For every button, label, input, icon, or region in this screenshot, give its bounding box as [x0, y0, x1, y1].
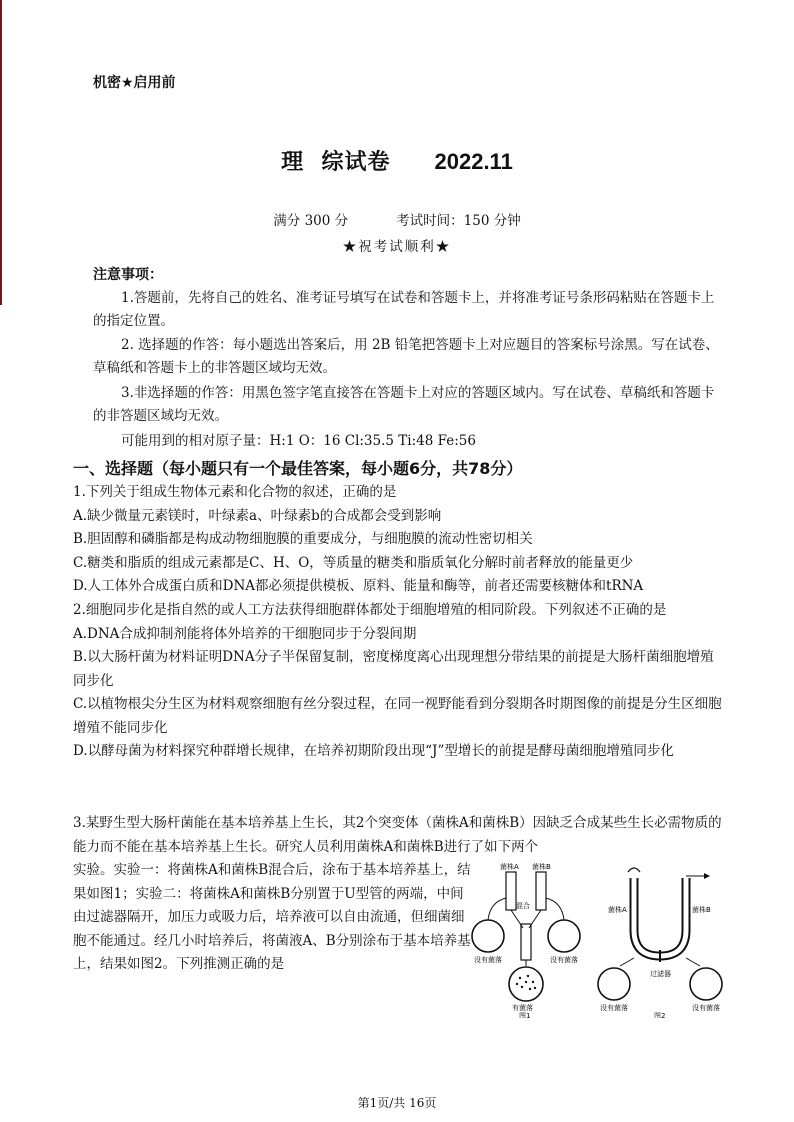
fig1-strain-b: 菌株B	[532, 863, 551, 871]
exam-time: 考试时间：150 分钟	[396, 213, 521, 229]
fig2-no-colony-left: 没有菌落	[600, 1004, 628, 1012]
u-tube	[634, 878, 686, 956]
arrow-icon	[704, 873, 710, 879]
question-1	[73, 481, 723, 599]
figure-2	[598, 868, 722, 1018]
notice-item-2: 2. 选择题的作答：每小题选出答案后，用 2B 铅笔把答题卡上对应题目的答案标号涂黑。写在试卷、草稿纸和答题卡上的非答题区域均无效。	[93, 337, 719, 376]
fig1-has-colony: 有菌落	[512, 1004, 533, 1012]
q2-option-a: A.DNA合成抑制剂能将体外培养的干细胞同步于分裂间期	[73, 625, 417, 642]
q2-option-b: B.以大肠杆菌为材料证明DNA分子半保留复制，密度梯度离心出现理想分带结果的前提是大肠杆菌细胞增殖同步化	[73, 649, 714, 689]
fig1-no-colony-right: 没有菌落	[550, 956, 578, 964]
dish-b	[548, 920, 580, 952]
fig1-strain-a: 菌株A	[500, 863, 519, 871]
fig1-caption: 图1	[519, 1012, 531, 1018]
q2-option-c: C.以植物根尖分生区为材料观察细胞有丝分裂过程，在同一视野能看到分裂期各时期图像的前提是分生区细胞增殖不能同步化	[73, 696, 722, 736]
title-text: 理 综试卷	[281, 149, 391, 175]
fig2-caption: 图2	[654, 1012, 666, 1018]
q2-option-d: D.以酵母菌为材料探究种群增长规律，在培养初期阶段出现“J”型增长的前提是酵母菌细胞增殖同步化	[73, 743, 674, 759]
atomic-mass-line: 可能用到的相对原子量：H:1 O：16 Cl:35.5 Ti:48 Fe:56	[121, 433, 476, 449]
notice-item-1: 1.答题前，先将自己的姓名、准考证号填写在试卷和答题卡上，并将准考证号条形码粘贴在答题卡上的指定位置。	[93, 290, 715, 329]
q1-option-d: D.人工体外合成蛋白质和DNA都必须提供模板、原料、能量和酶等，前者还需要核糖体和tRNA	[73, 578, 644, 594]
full-score: 满分 300 分	[273, 213, 349, 229]
notice-heading: 注意事项：	[93, 267, 163, 283]
exam-meta	[0, 209, 794, 229]
section-heading: 一、选择题（每小题只有一个最佳答案，每小题6分，共78分）	[73, 459, 523, 478]
q1-option-c: C.糖类和脂质的组成元素都是C、H、O，等质量的糖类和脂质氧化分解时前者释放的能量更少	[73, 554, 634, 571]
secret-label: 机密★启用前	[93, 75, 176, 91]
q3-stem-wrap: 实验。实验一：将菌株A和菌株B混合后，涂布于基本培养基上，结果如图1；实验二：将菌株A和菌株B分别置于U型管的两端，中间由过滤器隔开，加压力或吸力后，培养液可以自由流通，但细菌细胞不能通过。经几小时培养后，将菌液A、B分别涂布于基本培养基上，结果如图2。下列推测正确的是	[73, 862, 471, 972]
q1-option-a: A.缺少微量元素镁时，叶绿素a、叶绿素b的合成都会受到影响	[73, 507, 442, 524]
page-footer: 第1页/共 16页	[357, 1096, 437, 1110]
tube-cap-left	[628, 868, 640, 872]
fig2-strain-b: 菌株B	[692, 906, 711, 914]
fig1-no-colony-left: 没有菌落	[474, 956, 502, 964]
fig2-filter: 过滤器	[650, 970, 671, 978]
experiment-figures	[470, 858, 730, 1018]
fig2-strain-a: 菌株A	[608, 906, 627, 914]
q1-stem: 1.下列关于组成生物体元素和化合物的叙述，正确的是	[73, 484, 397, 500]
tube-a	[506, 872, 516, 910]
dish-mix	[509, 967, 543, 1001]
dish-2b	[690, 968, 722, 1000]
fig2-no-colony-right: 没有菌落	[692, 1004, 720, 1012]
notice-item-3: 3.非选择题的作答：用黑色签字笔直接答在答题卡上对应的答题区域内。写在试卷、草稿纸和答题卡的非答题区域均无效。	[93, 385, 715, 424]
page-title	[0, 145, 794, 176]
figure-1	[472, 862, 580, 1018]
q1-option-b: B.胆固醇和磷脂都是构成动物细胞膜的重要成分，与细胞膜的流动性密切相关	[73, 531, 533, 547]
tube-b	[536, 872, 546, 910]
dish-a	[472, 920, 504, 952]
fig1-mix: 混合	[516, 902, 530, 910]
q2-stem: 2.细胞同步化是指自然的或人工方法获得细胞群体都处于细胞增殖的相同阶段。下列叙述不正确的是	[73, 602, 667, 618]
good-luck-line: ★祝考试顺利★	[342, 239, 452, 255]
q3-stem-full: 3.某野生型大肠杆菌能在基本培养基上生长，其2个突变体（菌株A和菌株B）因缺乏合成某些生长必需物质的能力而不能在基本培养基上生长。研究人员利用菌株A和菌株B进行了如下两个	[73, 815, 722, 855]
question-2	[73, 599, 723, 764]
dish-2a	[598, 968, 630, 1000]
tube-mix	[521, 924, 531, 960]
title-date: 2022.11	[434, 149, 513, 174]
